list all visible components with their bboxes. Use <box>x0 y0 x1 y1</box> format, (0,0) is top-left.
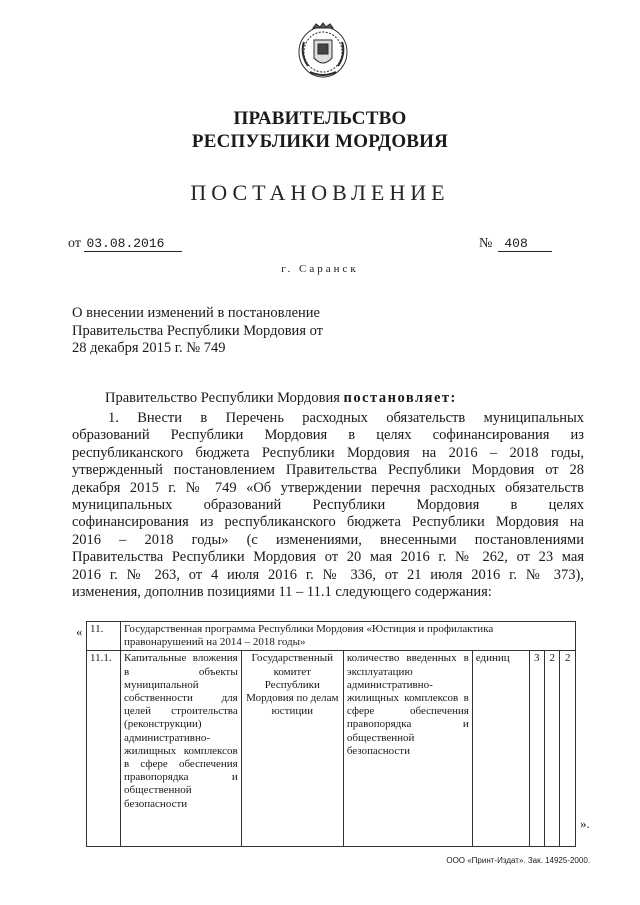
subject-line: 28 декабря 2015 г. № 749 <box>72 340 226 356</box>
row-number: 11. <box>87 622 121 651</box>
date-line <box>68 236 182 252</box>
subject-line: О внесении изменений в постановление <box>72 305 320 321</box>
date-value: 03.08.2016 <box>84 236 182 252</box>
cell-value-2017: 2 <box>545 651 560 847</box>
body-line: республиканского бюджета Республики Мордовия на 2016 – 2018 годы, <box>72 444 584 461</box>
cell-authority: Государственный комитет Республики Мордовия по делам юстиции <box>241 651 343 847</box>
close-quote: ». <box>580 816 590 831</box>
number-prefix: № <box>479 236 493 251</box>
preamble-emphasis: постановляет: <box>343 390 457 406</box>
table-row <box>87 622 576 651</box>
document-type: ПОСТАНОВЛЕНИЕ <box>190 180 450 205</box>
number-value: 408 <box>498 236 551 252</box>
program-title: Государственная программа Республики Мордовия «Юстиция и профилактика правонарушений на 2014 – 2018 годы» <box>121 622 576 651</box>
date-prefix: от <box>68 236 81 251</box>
city: г. Саранск <box>281 263 359 275</box>
preamble-text: Правительство Республики Мордовия <box>105 390 344 406</box>
positions-table <box>86 621 576 847</box>
cell-unit: единиц <box>472 651 529 847</box>
cell-value-2016: 3 <box>529 651 544 847</box>
body-line: муниципальных образований Республики Мордовия в целях <box>72 497 584 514</box>
cell-description: Капитальные вложения в объекты муниципальной собственности для целей строительства (реконструкции) административно-жилищных комплексов в сфере обеспечения правопорядка и общественной безопасности <box>121 651 242 847</box>
subject-line: Правительства Республики Мордовия от <box>72 322 324 339</box>
body-line: образований Республики Мордовия в целях софинансирования из <box>72 427 584 444</box>
body-line: Правительства Республики Мордовия от 20 мая 2016 г. № 262, от 23 мая <box>72 549 584 566</box>
coat-of-arms-icon <box>296 22 350 80</box>
body-line: декабря 2015 г. № 749 «Об утверждении перечня расходных обязательств <box>72 479 584 496</box>
body-paragraph <box>72 410 584 601</box>
table-row <box>87 651 576 847</box>
row-number: 11.1. <box>87 651 121 847</box>
org-title-line1: ПРАВИТЕЛЬСТВО <box>233 108 407 129</box>
open-quote: « <box>76 624 83 639</box>
body-line: утвержденный постановлением Правительства Республики Мордовия от 28 <box>72 462 584 479</box>
body-line: софинансирования из республиканского бюджета Республики Мордовия на <box>72 514 584 531</box>
cell-indicator: количество введенных в эксплуатацию административно-жилищных комплексов в сфере обеспечения правопорядка и общественной безопасности <box>343 651 472 847</box>
body-line: изменения, дополнив позициями 11 – 11.1 следующего содержания: <box>72 584 492 601</box>
cell-value-2018: 2 <box>560 651 576 847</box>
subject-block <box>72 305 372 358</box>
preamble <box>105 390 457 407</box>
print-footer: ООО «Принт-Издат». Зак. 14925-2000. <box>446 856 590 865</box>
number-line <box>479 236 552 252</box>
org-title-line2: РЕСПУБЛИКИ МОРДОВИЯ <box>191 131 449 152</box>
body-line: 1. Внести в Перечень расходных обязательств муниципальных <box>108 410 584 426</box>
body-line: 2016 г. № 263, от 4 июля 2016 г. № 336, от 21 июля 2016 г. № 373), <box>72 566 584 583</box>
body-line: 2016 – 2018 годы» (с изменениями, внесенными постановлениями <box>72 531 584 548</box>
